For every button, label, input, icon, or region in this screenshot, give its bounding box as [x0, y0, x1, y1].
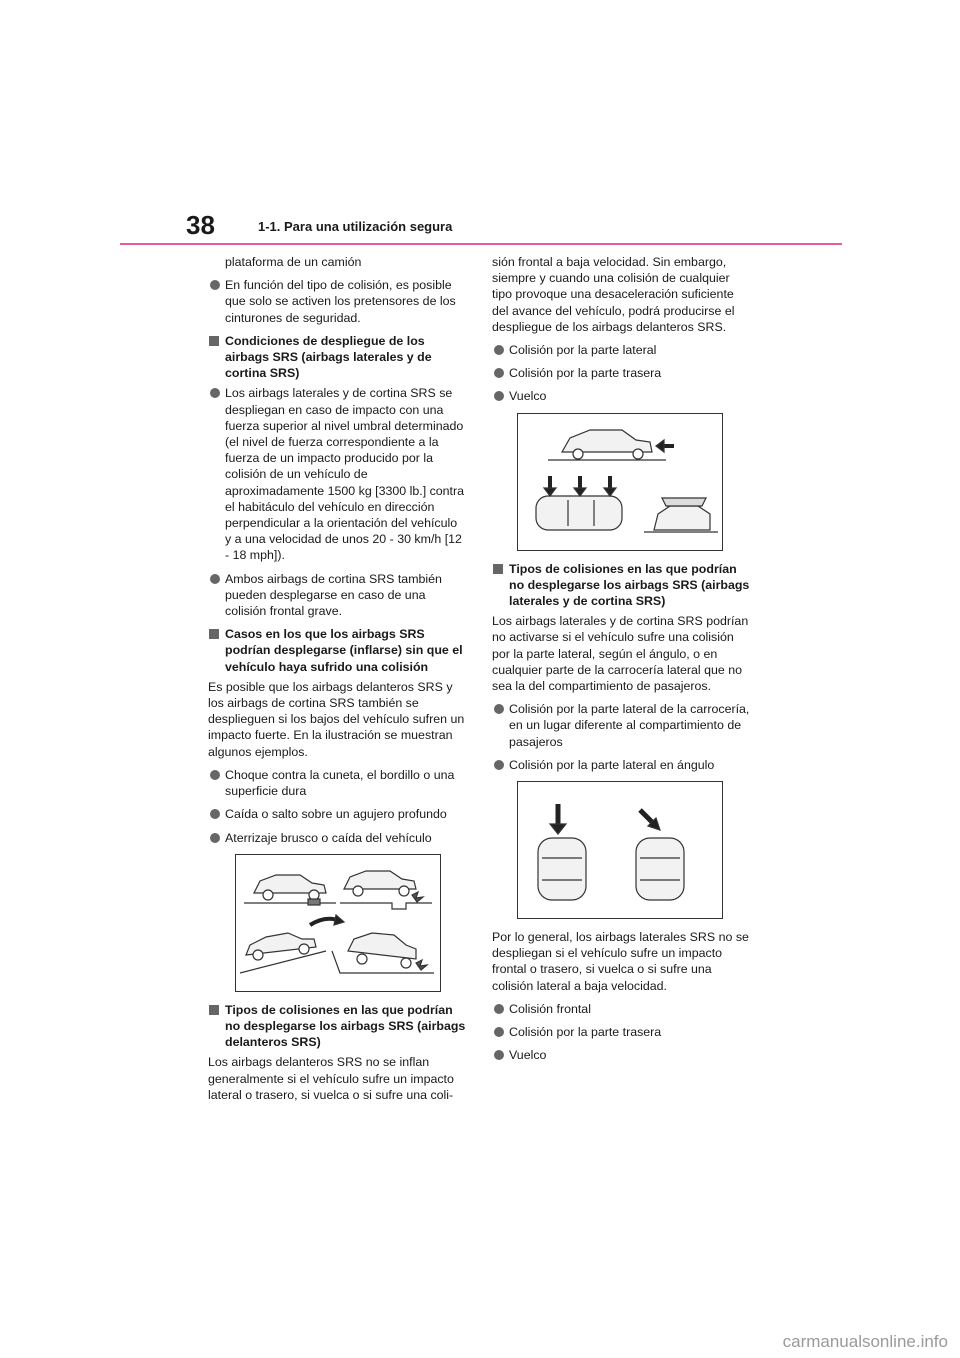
header-rule [120, 243, 842, 245]
bullet-text: En función del tipo de colisión, es posible que solo se activen los pretensores de los cinturones de seguridad. [225, 278, 456, 325]
heading-text: Casos en los que los airbags SRS podrían desplegarse (inflarse) sin que el vehículo haya sufrido una colisión [225, 627, 463, 674]
bullet-item [208, 767, 466, 799]
section-title: 1-1. Para una utilización segura [258, 219, 453, 234]
undercarriage-impact-illustration [235, 854, 441, 992]
bullet-item [492, 701, 750, 750]
heading-text: Condiciones de despliegue de los airbags SRS (airbags laterales y de cortina SRS) [225, 333, 432, 381]
watermark: carmanualsonline.info [782, 1332, 948, 1351]
bullet-item [492, 388, 750, 404]
right-column [492, 254, 750, 1070]
bullet-item [208, 806, 466, 822]
bullet-text: Colisión por la parte trasera [509, 366, 662, 381]
bullet-text: Colisión por la parte lateral de la carrocería, en un lugar diferente al compartimiento de pasajeros [509, 702, 750, 749]
section-heading [208, 333, 466, 382]
bullet-dot-icon [210, 809, 220, 819]
bullet-text: Colisión frontal [509, 1001, 591, 1016]
bullet-item [492, 365, 750, 381]
bullet-dot-icon [494, 704, 504, 714]
heading-square-icon [209, 1005, 219, 1015]
bullet-text: Colisión por la parte trasera [509, 1025, 662, 1040]
section-heading [492, 561, 750, 610]
bullet-dot-icon [210, 388, 220, 398]
bullet-item [492, 1047, 750, 1063]
bullet-text: Vuelco [509, 1048, 547, 1063]
bullet-text: Vuelco [509, 389, 547, 404]
angled-side-impact-illustration [517, 781, 723, 919]
bullet-text: Aterrizaje brusco o caída del vehículo [225, 830, 432, 845]
bullet-item [208, 385, 466, 563]
section-heading [208, 626, 466, 675]
bullet-item [208, 571, 466, 620]
bullet-dot-icon [494, 1027, 504, 1037]
bullet-dot-icon [210, 770, 220, 780]
bullet-dot-icon [494, 391, 504, 401]
bullet-dot-icon [210, 574, 220, 584]
bullet-dot-icon [210, 280, 220, 290]
bullet-dot-icon [494, 1050, 504, 1060]
heading-text: Tipos de colisiones en las que podrían no desplegarse los airbags SRS (airbags laterales y de cortina SRS) [509, 561, 750, 609]
bullet-text: Colisión por la parte lateral en ángulo [509, 757, 715, 772]
bullet-dot-icon [494, 760, 504, 770]
paragraph: Los airbags delanteros SRS no se inflan generalmente si el vehículo sufre un impacto lateral o trasero, si vuelca o si sufre una coli- [208, 1055, 454, 1102]
side-rear-rollover-drawing [518, 414, 722, 550]
bullet-item [492, 342, 750, 358]
bullet-item [208, 277, 466, 326]
heading-text: Tipos de colisiones en las que podrían no desplegarse los airbags SRS (airbags delanteros SRS) [225, 1002, 466, 1050]
bullet-text: Colisión por la parte lateral [509, 343, 657, 358]
bullet-dot-icon [494, 1004, 504, 1014]
paragraph: Por lo general, los airbags laterales SRS no se despliegan si el vehículo sufre un impacto frontal o trasero, si vuelca o si sufre una colisión lateral a baja velocidad. [492, 930, 749, 993]
bullet-dot-icon [494, 368, 504, 378]
heading-square-icon [493, 564, 503, 574]
bullet-item [492, 1001, 750, 1017]
paragraph: Los airbags laterales y de cortina SRS podrían no activarse si el vehículo sufre una colisión por la parte lateral, según el ángulo, o en cualquier parte de la carrocería lateral que no sea la del compartimiento de pasajeros. [492, 614, 749, 694]
bullet-dot-icon [494, 345, 504, 355]
bullet-item [492, 1024, 750, 1040]
angled-side-impact-drawing [518, 782, 722, 918]
section-heading [208, 1002, 466, 1051]
bullet-dot-icon [210, 833, 220, 843]
bullet-item [492, 757, 750, 773]
undercarriage-impact-drawing [236, 855, 440, 991]
heading-square-icon [209, 629, 219, 639]
continued-text: plataforma de un camión [225, 255, 362, 269]
heading-square-icon [209, 336, 219, 346]
bullet-text: Caída o salto sobre un agujero profundo [225, 807, 447, 822]
continued-text: sión frontal a baja velocidad. Sin embargo, siempre y cuando una colisión de cualquier tipo provoque una desaceleración suficiente del avance del vehículo, podrá producirse el despliegue de los airbags delanteros SRS. [492, 255, 735, 334]
side-rear-rollover-illustration [517, 413, 723, 551]
bullet-text: Ambos airbags de cortina SRS también pueden desplegarse en caso de una colisión frontal grave. [225, 571, 442, 619]
bullet-item [208, 830, 466, 846]
paragraph: Es posible que los airbags delanteros SRS y los airbags de cortina SRS también se desplieguen si los bajos del vehículo sufren un impacto fuerte. En la ilustración se muestran algunos ejemplos. [208, 679, 465, 759]
left-column [208, 254, 466, 1110]
bullet-text: Los airbags laterales y de cortina SRS se despliegan en caso de impacto con una fuerza superior al nivel umbral determinado (el nivel de fuerza correspondiente a la fuerza de un impacto producido por la colisión de un vehículo de aproximadamente 1500 kg [3300 lb.] contra el habitáculo del vehículo en dirección perpendicular a la orientación del vehículo y a una velocidad de unos 20 - 30 km/h [12 - 18 mph]). [225, 386, 465, 563]
bullet-text: Choque contra la cuneta, el bordillo o una superficie dura [225, 767, 455, 799]
page-number: 38 [186, 210, 215, 240]
